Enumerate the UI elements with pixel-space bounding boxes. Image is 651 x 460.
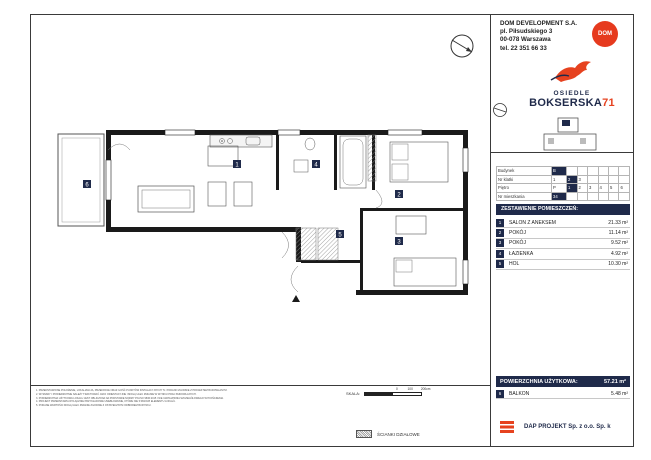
room-label-3: [395, 237, 403, 246]
brand-logo: [526, 58, 618, 109]
key-plan-icon: [540, 116, 600, 156]
total-label: POWIERZCHNIA UŻYTKOWA:: [500, 378, 578, 385]
wall-bottom-left: [106, 227, 296, 232]
balcony-row: 6 BALKON 5.48 m²: [496, 389, 630, 399]
room-label-5: [336, 230, 344, 239]
svg-text:1: 1: [235, 162, 239, 169]
notes: 1. PRZEDSTAWIONE POŁOŻENIE, LOKALIZACJA, PRZEKROJE ORAZ ILOŚĆ PUNKTÓW INSTALACYJNYCH TJ. PODANO ZGODNIE Z PROJEKTEM BUDOWLANYM. 2. WYMIARY I POWIERZCHNIE NALEŻY TRAKTOWAĆ JAKO ORIENTACYJNE I MOGĄ ULEC ZMIANIE W WYNIKU PRAC BUDOWLANYCH. 3. POWIERZCHNIA UŻYTKOWA LOKALU JEST OBLICZONA NA PODSTAWIE NORMY PN-ISO 9836:2015 I NIE UWZGLĘDNIA SZCZEGÓŁOWEGO WYKOŃCZENIA. 4. PROJEKT PRZEDSTAWIA WYŁĄCZNIE PRZYKŁADOWE UMEBLOWANIE, KTÓRE NIE STANOWI ELEMENTU LOKALU. 5. PODANE WARTOŚCI MOGĄ ULEC ZMIANIE ZGODNIE Z OSTATECZNYM ODBIOREM BUDYNKU.: [36, 389, 228, 408]
balcony-area: [58, 134, 104, 226]
footer-company: DAP PROJEKT Sp. z o.o. Sp. k: [500, 420, 611, 434]
scale-ticks: 0 100 200cm: [396, 387, 431, 391]
hatch-swatch: [356, 430, 372, 438]
entrance-arrow-icon: [292, 295, 300, 302]
compass-icon: [448, 32, 476, 60]
bathtub: [340, 136, 366, 188]
rooms-header: ZESTAWIENIE POMIESZCZEŃ:: [496, 204, 630, 215]
developer-name: DOM DEVELOPMENT S.A.: [500, 20, 578, 27]
room-label-2: [395, 190, 403, 199]
developer-city: 00-078 Warszawa: [500, 36, 551, 44]
svg-text:3: 3: [397, 239, 401, 246]
dining-table: [208, 182, 226, 206]
dom-logo-icon: DOM: [592, 21, 618, 47]
scale-bar-graphic: [364, 392, 422, 397]
panel-rule-1: [490, 152, 634, 153]
list-item: 5 HOL 10.30 m²: [496, 260, 630, 270]
bed-room-2: [390, 142, 448, 182]
total-area: [496, 376, 630, 387]
svg-text:5: 5: [338, 232, 342, 239]
list-item: 4 ŁAZIENKA 4.92 m²: [496, 249, 630, 259]
mini-compass-icon: [492, 102, 508, 118]
brand-line2: BOKSERSKA71: [529, 97, 615, 109]
panel-divider: [490, 14, 491, 447]
table-row: Budynek B: [497, 167, 630, 176]
list-item: 1 SALON Z ANEKSEM 21.33 m²: [496, 218, 630, 228]
developer-street: pl. Piłsudskiego 3: [500, 28, 553, 36]
table-row: Piętro P 1 2 3 4 5 6: [497, 184, 630, 193]
list-item: 2 POKÓJ 11.14 m²: [496, 228, 630, 238]
table-row: Nr mieszkania 34: [497, 192, 630, 201]
svg-text:2: 2: [397, 192, 401, 199]
location-table: [496, 166, 630, 201]
desk-room-3: [396, 216, 426, 234]
wall-bottom-right: [356, 290, 468, 295]
developer-phone: tel. 22 351 66 33: [500, 44, 547, 52]
list-item: 3 POKÓJ 9.52 m²: [496, 239, 630, 249]
footer-rule: [30, 385, 490, 386]
rooms-list: [496, 218, 630, 270]
table-row: Nr klatki 1 2 3: [497, 175, 630, 184]
scale-bar: SKALA:: [346, 391, 422, 396]
room-label-6: [83, 180, 91, 189]
dap-logo-icon: [500, 420, 514, 434]
svg-text:4: 4: [314, 162, 318, 169]
floor-plan: [50, 120, 480, 310]
horse-logo-icon: [547, 58, 597, 84]
brand-line1: OSIEDLE: [553, 90, 591, 97]
total-value: 57.21 m²: [603, 378, 626, 385]
room-label-4: [312, 160, 320, 169]
developer-info: [500, 20, 577, 53]
room-label-1: [233, 160, 241, 169]
svg-text:6: 6: [85, 182, 89, 189]
legend: ŚCIANKI DZIAŁOWE: [356, 430, 420, 438]
